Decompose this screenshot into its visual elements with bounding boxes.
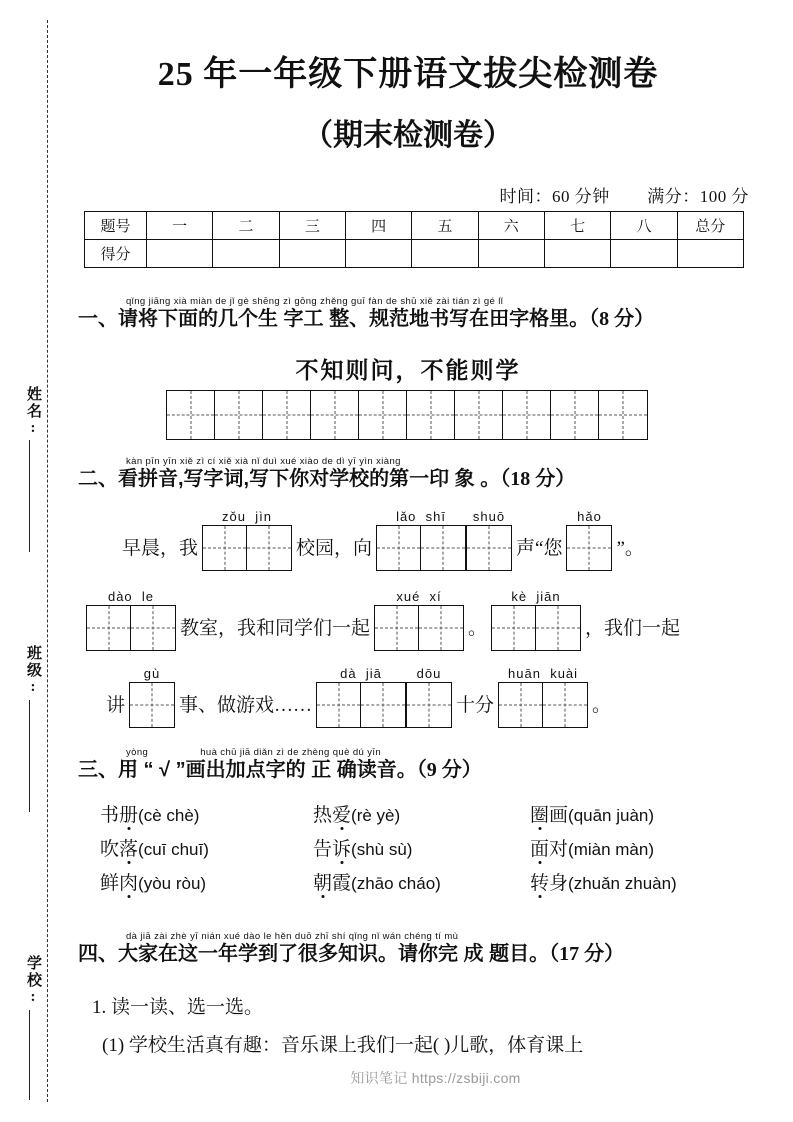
dotted-char: 朝 bbox=[313, 872, 333, 894]
tianzige-grid-section-one[interactable] bbox=[166, 390, 648, 440]
sidebar-field-class-label: 班级: bbox=[25, 645, 41, 697]
section-one-text: 请将下面的几个生 字工 整、规范地书写在田字格里。 bbox=[118, 308, 590, 330]
watermark: 知识笔记 https://zsbiji.com bbox=[350, 1070, 521, 1086]
tianzige-cell[interactable] bbox=[499, 683, 543, 727]
pronunciation-choice-grid bbox=[100, 796, 760, 898]
score-table-row-label-1: 题号 bbox=[85, 212, 147, 240]
pinyin-options[interactable]: (zhuǎn zhuàn) bbox=[568, 873, 677, 893]
section-four-marks: （17 分） bbox=[549, 943, 625, 965]
pinyin-answer-group bbox=[466, 508, 512, 571]
tianzige-cell[interactable] bbox=[407, 683, 451, 727]
pinyin-answer-group bbox=[316, 665, 406, 728]
tianzige-cell[interactable] bbox=[361, 683, 405, 727]
tianzige-cell[interactable] bbox=[311, 391, 359, 439]
sidebar-field-school-label: 学校: bbox=[25, 955, 41, 1007]
sidebar-class-rule bbox=[29, 700, 30, 812]
section-four bbox=[78, 931, 750, 965]
answer-tianzige[interactable] bbox=[466, 525, 512, 571]
word-char: 霞 bbox=[332, 872, 352, 894]
fill-row-text: 事、做游戏…… bbox=[179, 695, 313, 716]
pinyin-options[interactable]: (cuī chuī) bbox=[138, 839, 209, 859]
sidebar-field-name-label: 姓名: bbox=[25, 386, 41, 438]
answer-tianzige[interactable] bbox=[374, 605, 464, 651]
fill-row-text: ”。 bbox=[616, 538, 644, 559]
section-three-heading bbox=[78, 760, 750, 781]
tianzige-cell[interactable] bbox=[407, 391, 455, 439]
score-cell-7[interactable] bbox=[544, 240, 610, 268]
section-three bbox=[78, 747, 750, 781]
pronunciation-choice-item[interactable] bbox=[530, 800, 654, 827]
tianzige-cell[interactable] bbox=[599, 391, 647, 439]
tianzige-cell[interactable] bbox=[503, 391, 551, 439]
pinyin-label: xué xí bbox=[396, 589, 442, 604]
word-char: 对 bbox=[549, 838, 569, 860]
pinyin-answer-group bbox=[374, 588, 464, 651]
score-col-8: 八 bbox=[611, 212, 677, 240]
score-cell-4[interactable] bbox=[345, 240, 411, 268]
fill-row-text: ，我们一起 bbox=[585, 618, 681, 639]
dotted-char: 落 bbox=[119, 838, 139, 860]
tianzige-cell[interactable] bbox=[130, 683, 174, 727]
table-row-header bbox=[85, 212, 744, 240]
sidebar-field-school bbox=[10, 955, 44, 1007]
pinyin-options[interactable]: (rè yè) bbox=[351, 805, 401, 825]
tianzige-cell[interactable] bbox=[263, 391, 311, 439]
binding-margin bbox=[0, 0, 78, 1122]
fill-row-text: 十分 bbox=[456, 695, 495, 716]
section-two-heading bbox=[78, 469, 750, 490]
score-col-1: 一 bbox=[147, 212, 213, 240]
pinyin-label: lǎo shī bbox=[396, 509, 446, 524]
section-four-text: 大家在这一年学到了很多知识。请你完 成 题目。 bbox=[118, 943, 550, 965]
word-char: 吹 bbox=[100, 838, 120, 860]
dotted-char: 肉 bbox=[119, 872, 139, 894]
pinyin-label: zǒu jìn bbox=[222, 509, 272, 524]
fill-row-text: 声“您 bbox=[516, 538, 563, 559]
pinyin-answer-group bbox=[86, 588, 176, 651]
score-cell-1[interactable] bbox=[147, 240, 213, 268]
section-four-heading bbox=[78, 944, 750, 965]
section-two-pinyin: kàn pīn yīn xiě zì cí xiě xià nǐ duì xué xiào de dì yī yìn xiàng bbox=[126, 456, 401, 467]
answer-tianzige[interactable] bbox=[566, 525, 612, 571]
word-char: 书 bbox=[100, 804, 120, 826]
pronunciation-choice-item[interactable] bbox=[313, 800, 400, 827]
score-cell-5[interactable] bbox=[412, 240, 478, 268]
score-col-4: 四 bbox=[345, 212, 411, 240]
section-two-text: 看拼音,写字词,写下你对学校的第一印 象 。 bbox=[118, 468, 501, 490]
pinyin-label: gù bbox=[143, 666, 161, 681]
pronunciation-choice-row bbox=[100, 864, 760, 898]
answer-tianzige[interactable] bbox=[202, 525, 292, 571]
section-four-sub1: 1. 读一读、选一选。 bbox=[92, 997, 264, 1018]
exam-meta bbox=[500, 182, 750, 207]
pronunciation-choice-row bbox=[100, 796, 760, 830]
pronunciation-choice-item[interactable] bbox=[100, 800, 199, 827]
tianzige-cell[interactable] bbox=[377, 526, 421, 570]
pinyin-options[interactable]: (cè chè) bbox=[138, 805, 200, 825]
pinyin-label: huān kuài bbox=[508, 666, 579, 681]
page-title: 25 年一年级下册语文拔尖检测卷 bbox=[157, 56, 659, 93]
pinyin-options[interactable]: (zhāo cháo) bbox=[351, 873, 441, 893]
tianzige-row[interactable] bbox=[166, 390, 648, 440]
pinyin-options[interactable]: (quān juàn) bbox=[568, 805, 655, 825]
tianzige-cell[interactable] bbox=[131, 606, 175, 650]
pinyin-options[interactable]: (shù sù) bbox=[351, 839, 413, 859]
sidebar-name-rule bbox=[29, 440, 30, 552]
sidebar-field-class bbox=[10, 645, 44, 697]
pinyin-answer-group bbox=[129, 665, 175, 728]
fill-in-row-2 bbox=[86, 588, 684, 651]
section-two-number: 二、 bbox=[78, 468, 118, 490]
section-three-number: 三、 bbox=[78, 759, 118, 781]
answer-tianzige[interactable] bbox=[491, 605, 581, 651]
tianzige-cell[interactable] bbox=[359, 391, 407, 439]
answer-tianzige[interactable] bbox=[376, 525, 466, 571]
handwriting-phrase: 不知则问，不能则学 bbox=[295, 358, 521, 383]
sidebar-school-rule bbox=[29, 1010, 30, 1100]
fill-row-text: 。 bbox=[468, 618, 488, 639]
tianzige-cell[interactable] bbox=[419, 606, 463, 650]
fill-in-row-1 bbox=[118, 508, 648, 571]
table-row-scores bbox=[85, 240, 744, 268]
tianzige-cell[interactable] bbox=[203, 526, 247, 570]
section-three-pinyin-rest: huà chū jiā diǎn zì de zhèng què dú yīn bbox=[200, 747, 382, 758]
word-char: 热 bbox=[313, 804, 333, 826]
section-one-marks: （8 分） bbox=[589, 308, 655, 330]
score-col-7: 七 bbox=[544, 212, 610, 240]
tianzige-cell[interactable] bbox=[567, 526, 611, 570]
pinyin-answer-group bbox=[566, 508, 612, 571]
exam-page bbox=[78, 0, 793, 1122]
score-cell-total[interactable] bbox=[677, 240, 743, 268]
score-cell-8[interactable] bbox=[611, 240, 677, 268]
fill-row-text: 讲 bbox=[106, 695, 126, 716]
score-col-6: 六 bbox=[478, 212, 544, 240]
pronunciation-choice-item[interactable] bbox=[100, 868, 206, 895]
answer-tianzige[interactable] bbox=[498, 682, 588, 728]
exam-total-score: 满分：100 分 bbox=[647, 187, 749, 206]
score-col-5: 五 bbox=[412, 212, 478, 240]
pinyin-label: dào le bbox=[107, 589, 155, 604]
dotted-char: 转 bbox=[530, 872, 550, 894]
fill-in-row-3 bbox=[102, 665, 615, 728]
pinyin-options[interactable]: (miàn màn) bbox=[568, 839, 654, 859]
answer-tianzige[interactable] bbox=[86, 605, 176, 651]
tianzige-cell[interactable] bbox=[551, 391, 599, 439]
fill-row-text: 。 bbox=[592, 695, 612, 716]
pronunciation-choice-item[interactable] bbox=[530, 868, 677, 895]
pronunciation-choice-item[interactable] bbox=[530, 834, 654, 861]
dotted-char: 册 bbox=[119, 804, 139, 826]
pinyin-answer-group bbox=[376, 508, 466, 571]
section-one-pinyin: qǐng jiāng xià miàn de jǐ gè shēng zì gōng zhěng guī fàn de shū xiě zài tián zì gé lǐ bbox=[126, 296, 504, 307]
section-four-number: 四、 bbox=[78, 943, 118, 965]
pronunciation-choice-item[interactable] bbox=[100, 834, 209, 861]
sidebar-field-name bbox=[10, 386, 44, 438]
pinyin-label: dōu bbox=[416, 666, 442, 681]
answer-tianzige[interactable] bbox=[406, 682, 452, 728]
pinyin-answer-group bbox=[406, 665, 452, 728]
page-subtitle: （期末检测卷） bbox=[303, 119, 513, 152]
tianzige-cell[interactable] bbox=[87, 606, 131, 650]
pinyin-label: dà jiā bbox=[340, 666, 382, 681]
tianzige-cell[interactable] bbox=[421, 526, 465, 570]
score-col-3: 三 bbox=[279, 212, 345, 240]
section-one-heading bbox=[78, 309, 750, 330]
word-char: 鲜 bbox=[100, 872, 120, 894]
score-cell-6[interactable] bbox=[478, 240, 544, 268]
answer-tianzige[interactable] bbox=[129, 682, 175, 728]
section-four-question-1: (1) 学校生活真有趣：音乐课上我们一起( )儿歌，体育课上 bbox=[102, 1035, 584, 1056]
pronunciation-choice-item[interactable] bbox=[313, 834, 412, 861]
section-three-pinyin-yong: yòng bbox=[126, 747, 149, 758]
pinyin-answer-group bbox=[491, 588, 581, 651]
score-col-total: 总分 bbox=[677, 212, 743, 240]
section-three-text: 用 “ √ ”画出加点字的 正 确读音。 bbox=[118, 759, 417, 781]
score-cell-2[interactable] bbox=[213, 240, 279, 268]
section-two bbox=[78, 456, 750, 490]
pinyin-answer-group bbox=[202, 508, 292, 571]
tianzige-cell[interactable] bbox=[455, 391, 503, 439]
pinyin-answer-group bbox=[498, 665, 588, 728]
fill-row-text: 早晨，我 bbox=[122, 538, 199, 559]
section-three-marks: （9 分） bbox=[416, 759, 482, 781]
dotted-char: 圈 bbox=[530, 804, 550, 826]
pinyin-label: kè jiān bbox=[511, 589, 561, 604]
score-cell-3[interactable] bbox=[279, 240, 345, 268]
dotted-char: 爱 bbox=[332, 804, 352, 826]
score-table bbox=[84, 211, 744, 268]
tianzige-cell[interactable] bbox=[375, 606, 419, 650]
section-four-pinyin: dà jiā zài zhè yī nián xué dào le hěn duō zhī shí qǐng nǐ wán chéng tí mù bbox=[126, 931, 459, 942]
exam-time: 时间：60 分钟 bbox=[499, 187, 610, 206]
pinyin-options[interactable]: (yòu ròu) bbox=[138, 873, 207, 893]
pronunciation-choice-item[interactable] bbox=[313, 868, 441, 895]
tianzige-cell[interactable] bbox=[467, 526, 511, 570]
pinyin-label: hǎo bbox=[577, 509, 602, 524]
tianzige-cell[interactable] bbox=[536, 606, 580, 650]
section-one-number: 一、 bbox=[78, 308, 118, 330]
word-char: 告 bbox=[313, 838, 333, 860]
dotted-char: 诉 bbox=[332, 838, 352, 860]
fill-row-text: 教室，我和同学们一起 bbox=[180, 618, 371, 639]
answer-tianzige[interactable] bbox=[316, 682, 406, 728]
fold-dashed-line bbox=[47, 20, 48, 1102]
word-char: 身 bbox=[549, 872, 569, 894]
tianzige-cell[interactable] bbox=[215, 391, 263, 439]
fill-row-text: 校园，向 bbox=[296, 538, 373, 559]
pronunciation-choice-row bbox=[100, 830, 760, 864]
tianzige-cell[interactable] bbox=[167, 391, 215, 439]
score-col-2: 二 bbox=[213, 212, 279, 240]
pinyin-label: shuō bbox=[472, 509, 506, 524]
tianzige-cell[interactable] bbox=[247, 526, 291, 570]
section-two-marks: （18 分） bbox=[500, 468, 576, 490]
word-char: 画 bbox=[549, 804, 569, 826]
score-table-row-label-2: 得分 bbox=[85, 240, 147, 268]
tianzige-cell[interactable] bbox=[317, 683, 361, 727]
tianzige-cell[interactable] bbox=[492, 606, 536, 650]
dotted-char: 面 bbox=[530, 838, 550, 860]
tianzige-cell[interactable] bbox=[543, 683, 587, 727]
section-one bbox=[78, 296, 750, 330]
